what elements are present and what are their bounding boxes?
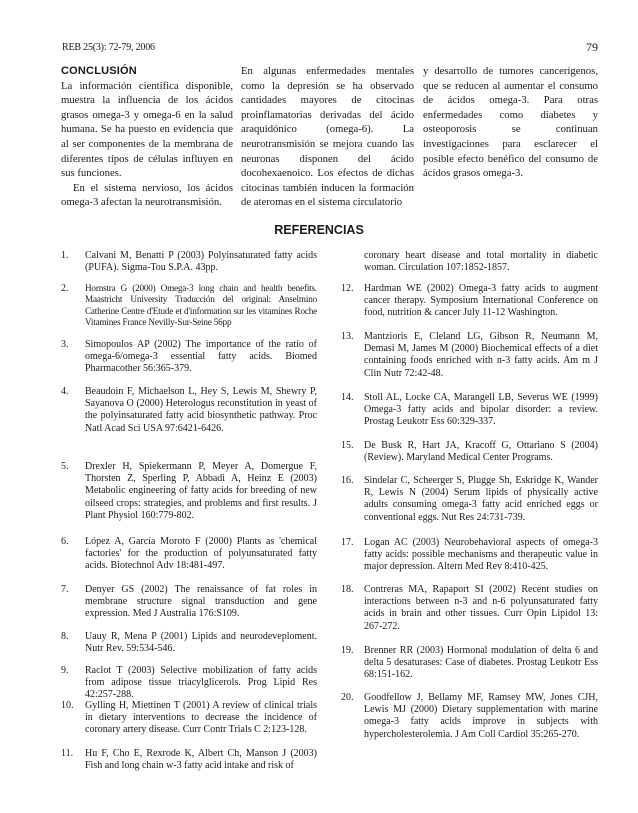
references-left-column <box>61 250 317 774</box>
reference-text: Hardman WE (2002) Omega-3 fatty acids to augment cancer therapy. Symposium International Conference on food, nutrition & cancer July 11-12 Washington. <box>364 283 598 319</box>
reference-text: Sindelar C, Scheerger S, Plugge Sh, Eskridge K, Wander R, Lewis N (2004) Serum lipids of physically active adults consuming omega-3 fatty acid enriched eggs or conventional eggs. Nut Res 24:731-739. <box>364 475 598 523</box>
reference-item <box>61 700 317 748</box>
reference-text: Goodfellow J, Bellamy MF, Ramsey MW, Jones CJH, Lewis MJ (2000) Dietary supplementation with marine omega-3 fatty acids improve in subjects with hypercholesterolemia. J Am Coll Cardiol 35:265-270. <box>364 692 598 740</box>
reference-number: 20. <box>341 692 354 703</box>
reference-item <box>61 665 317 700</box>
references-right-column <box>341 250 598 752</box>
reference-number: 10. <box>61 700 74 711</box>
reference-text: Uauy R, Mena P (2001) Lipids and neurodeveploment. Nutr Rev. 59:534-546. <box>85 631 317 655</box>
reference-text: Logan AC (2003) Neurobehavioral aspects of omega-3 fatty acids: possible mechanisms and therapeutic value in major depression. Altern Med Rev 8:410-425. <box>364 537 598 573</box>
reference-number: 14. <box>341 392 354 403</box>
conclusion-paragraph-1: La información científica disponible, muestra la influencia de los ácidos grasos omega-3 y omega-6 en la salud humana. Se ha puesto en evidencia que al ser componentes de la membrana de diferentes tipos de células influyen en sus funciones. <box>61 79 233 180</box>
conclusion-column-2 <box>241 64 414 210</box>
reference-text: Contreras MA, Rapaport SI (2002) Recent studies on interactions between n-3 and n-6 polyunsaturated fatty acids in brain and other tissues. Curr Opin Lipidol 13: 267-272. <box>364 584 598 632</box>
reference-text: Mantzioris E, Cleland LG, Gibson R, Neumann M, Demasi M, James M (2000) Biochemical effects of a diet containing foods enriched with n-3 fatty acids. Am m J Clin Nutr 72:42-48. <box>364 331 598 379</box>
reference-item <box>341 440 598 475</box>
reference-number: 11. <box>61 748 74 759</box>
reference-number: 6. <box>61 536 69 547</box>
page-number: 79 <box>586 40 598 54</box>
reference-item <box>61 339 317 386</box>
reference-number: 9. <box>61 665 69 676</box>
reference-text: coronary heart disease and total mortality in diabetic woman. Circulation 107:1852-1857. <box>364 250 598 274</box>
reference-item <box>61 386 317 461</box>
reference-number: 2. <box>61 283 69 294</box>
reference-text: Hornstra G (2000) Omega-3 long chain and health benefits. Maastricht University Traducción del original: Anselmino Catherine Centre d'Etude et d'information sur les vitamines Roche Vitamines France Nevilly-Sur-Seine 56pp <box>85 283 317 328</box>
reference-text: Denyer GS (2002) The renaissance of fat roles in membrane structure signal transduction and gene expression. Med J Australia 176:S109. <box>85 584 317 620</box>
reference-item <box>341 692 598 752</box>
conclusion-column-1 <box>61 64 233 210</box>
reference-item <box>341 392 598 440</box>
reference-text: Simopoulos AP (2002) The importance of the ratio of omega-6/omega-3 essential fatty acids. Biomed Pharmacother 56:365-379. <box>85 339 317 375</box>
reference-text: Calvani M, Benatti P (2003) Polyinsaturated fatty acids (PUFA). Sigma-Tou S.P.A. 43pp. <box>85 250 317 274</box>
reference-item <box>61 250 317 283</box>
reference-number: 15. <box>341 440 354 451</box>
reference-text: Beaudoin F, Michaelson L, Hey S, Lewis M, Shewry P, Sayanova O (2000) Heterologus reconstitution in yeast of the polyinsaturated fatty acid biosynthetic pathway. Proc Natl Acad Sci USA 97:6421-6426. <box>85 386 317 434</box>
reference-number: 18. <box>341 584 354 595</box>
reference-number: 5. <box>61 461 69 472</box>
journal-citation: REB 25(3): 72-79, 2006 <box>62 42 155 53</box>
reference-text: Brenner RR (2003) Hormonal modulation of delta 6 and delta 5 desaturases: Case of diabetes. Prostag Leukotr Ess 68:151-162. <box>364 645 598 681</box>
reference-item <box>341 331 598 392</box>
conclusion-paragraph-3: En algunas enfermedades mentales como la depresión se ha observado cantidades mayores de citocinas proinflamatorias derivadas del ácido araquidónico (omega-6). La neurotransmisión se mejora cuando las neuronas disponen del ácido docohexaenoico. Los efectos de dichas citocinas también inducen la formación de ateromas en el sistema circulatorio <box>241 65 414 209</box>
reference-item <box>61 536 317 584</box>
reference-text: Gylling H, Miettinen T (2001) A review of clinical trials in dietary interventions to decrease the incidence of coronary artery disease. Curr Contr Trials C 2:123-128. <box>85 700 317 736</box>
reference-item <box>341 584 598 645</box>
reference-number: 8. <box>61 631 69 642</box>
reference-item <box>341 537 598 584</box>
reference-continuation <box>341 250 598 283</box>
reference-text: De Busk R, Hart JA, Kracoff G, Ottariano S (2004) (Review). Maryland Medical Center Programs. <box>364 440 598 464</box>
reference-number: 19. <box>341 645 354 656</box>
reference-text: López A, García Moroto F (2000) Plants as 'chemical factories' for the production of polyunsaturated fatty acids. Biotechnol Adv 18:481-497. <box>85 536 317 572</box>
reference-number: 7. <box>61 584 69 595</box>
reference-number: 13. <box>341 331 354 342</box>
reference-item <box>61 283 317 339</box>
reference-number: 3. <box>61 339 69 350</box>
reference-number: 12. <box>341 283 354 294</box>
reference-item <box>61 748 317 774</box>
reference-text: Stoll AL, Locke CA, Marangell LB, Severus WE (1999) Omega-3 fatty acids and bipolar disorder: a review. Prostag Leukotr Ess 60:329-337. <box>364 392 598 428</box>
conclusion-paragraph-2: En el sistema nervioso, los ácidos omega-3 afectan la neurotransmisión. <box>61 181 233 209</box>
reference-item <box>61 584 317 631</box>
reference-item <box>341 475 598 537</box>
reference-text: Hu F, Cho E, Rexrode K, Albert Ch, Manson J (2003) Fish and long chain w-3 fatty acid intake and risk of <box>85 748 317 772</box>
reference-item <box>341 645 598 692</box>
conclusion-heading: CONCLUSIÓN <box>61 65 137 77</box>
reference-item <box>61 461 317 536</box>
conclusion-paragraph-4: y desarrollo de tumores cancerígenos, que se reducen al aumentar el consumo de ácidos omega-3. Para otras enfermedades como diabetes y osteoporosis se continuan investigaciones para esclarecer el posible efecto benéfico del consumo de ácidos grasos omega-3. <box>423 65 598 180</box>
reference-item <box>61 631 317 665</box>
references-heading: REFERENCIAS <box>274 223 364 237</box>
conclusion-column-3 <box>423 64 598 181</box>
reference-number: 1. <box>61 250 69 261</box>
reference-number: 17. <box>341 537 354 548</box>
reference-number: 16. <box>341 475 354 486</box>
reference-number: 4. <box>61 386 69 397</box>
reference-text: Raclot T (2003) Selective mobilization of fatty acids from adipose tissue triacylglicerols. Prog Lipid Res 42:257-288. <box>85 665 317 701</box>
reference-item <box>341 283 598 331</box>
reference-text: Drexler H, Spiekermann P, Meyer A, Domergue F, Thorsten Z, Sperling P, Abbadi A, Heinz E (2003) Metabolic engineering of fatty acids for breeding of new oilseed crops: strategies, and problems and first results. J Plant Physiol 160:779-802. <box>85 461 317 521</box>
